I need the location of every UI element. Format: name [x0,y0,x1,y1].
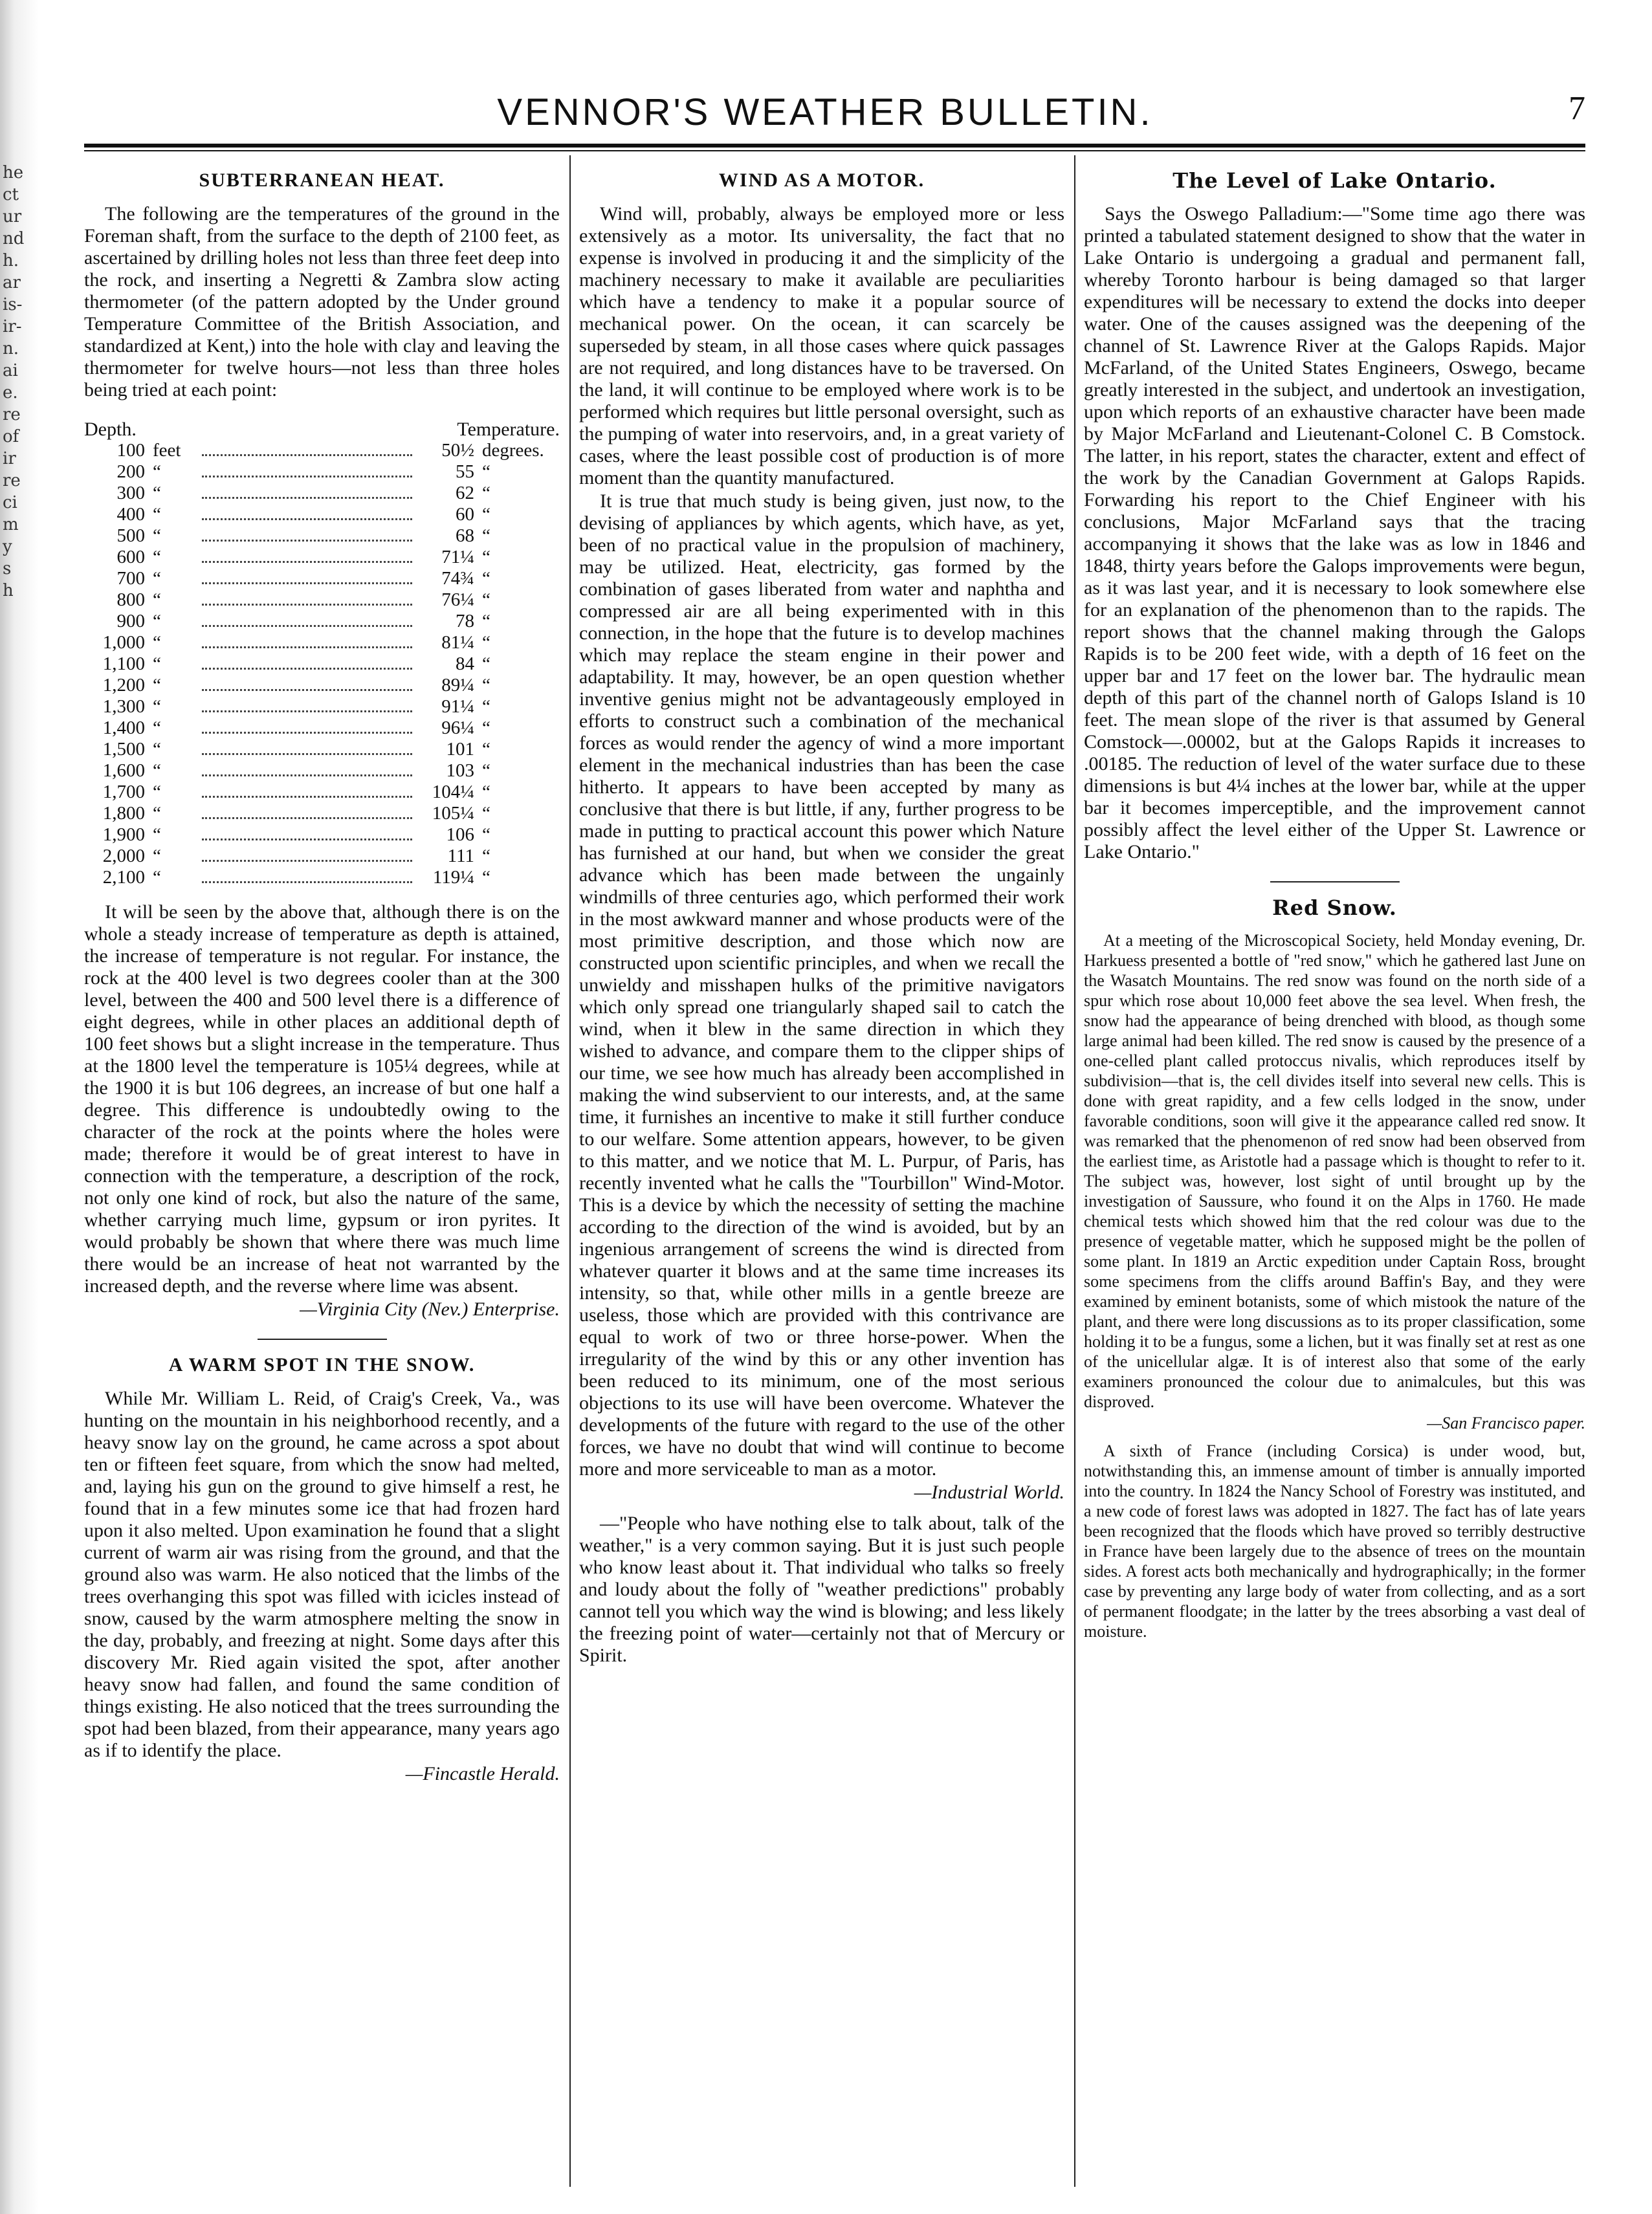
depth-unit: “ [153,461,161,482]
degree-unit: “ [482,504,490,525]
margin-fragment: is- [3,295,23,314]
temperature-row [84,632,560,653]
headline-warm-spot: A WARM SPOT IN THE SNOW. [168,1354,476,1376]
temperature-value: 78 [456,611,474,631]
degree-unit: “ [482,739,490,760]
depth-unit: “ [153,803,161,824]
margin-fragment: ct [3,185,19,204]
leader-dots [202,540,412,542]
temperature-row [84,547,560,568]
depth-unit: “ [153,483,161,503]
leader-dots [202,732,412,734]
leader-dots [202,476,412,477]
temperature-row [84,611,560,632]
headline-wind-motor: WIND AS A MOTOR. [718,170,925,191]
temperature-value: 103 [446,760,474,781]
temperature-value: 76¼ [441,589,474,610]
margin-fragment: h. [3,251,19,270]
temperature-row [84,867,560,888]
temperature-row [84,846,560,867]
column-2 [579,162,1064,2193]
article-body: Says the Oswego Palladium:—"Some time ago there was printed a tabulated statement designed to show that the water in Lake Ontario is undergoing a gradual and permanent fall, whereby Toronto harbour is being damaged so that larger expenditures will be necessary to extend the docks into deeper water. One of the causes assigned was the deepening of the channel of St. Lawrence River at the Galops Rapids. Major McFarland, of the United States Engineers, Oswego, became greatly interested in the subject, and undertook an investigation, upon which reports of an exhaustive character have been made by Major McFarland and Lieutenant-Colonel C. B Comstock. The latter, in his report, states the character, extent and effect of the work by the Canadian Government at Galops Rapids. Forwarding his report to the Chief Engineer with his conclusions, Major McFarland says that the tracing accompanying it shows that the lake was as low in 1846 and 1848, thirty years before the Galops improvements were begun, as it was last year, and it is necessary to look somewhere else for an explanation of the phenomenon than to the rapids. The report shows that the channel making through the Galops Rapids is to be 200 feet wide, with a depth of 16 feet on the upper bar and 17 feet on the lower bar. The hydraulic mean depth of this part of the channel north of Galops Island is 10 feet. The mean slope of the river is that assumed by General Comstock—.00002, but at the Galops Rapids it increases to .00185. The reduction of level of the water surface due to these dimensions is but 4¼ inches at the lower bar, while at the upper bar it becomes imperceptible, and the improvement cannot possibly affect the level either of the Upper St. Lawrence or Lake Ontario." [1084,203,1585,862]
temperature-value: 81¼ [441,632,474,653]
depth-unit: “ [153,739,161,760]
temperature-value: 74¾ [441,568,474,589]
depth-unit: “ [153,568,161,589]
margin-fragment: he [3,163,24,182]
depth-value: 400 [116,504,145,525]
bulletin-title: VENNOR'S WEATHER BULLETIN. [497,91,1153,133]
leader-dots [202,689,412,691]
depth-value: 1,800 [102,803,145,824]
depth-value: 1,600 [102,760,145,781]
leader-dots [202,454,412,456]
depth-value: 700 [116,568,145,589]
depth-unit: “ [153,782,161,802]
temperature-value: 96¼ [441,718,474,738]
temperature-row [84,739,560,760]
leader-dots [202,518,412,520]
depth-value: 800 [116,589,145,610]
depth-value: 200 [116,461,145,482]
margin-fragments [3,162,28,602]
temperature-value: 101 [446,739,474,760]
degree-unit: “ [482,760,490,781]
article-paragraph: It is true that much study is being given, just now, to the devising of appliances by which agents, which have, as yet, been of no practical value in the propulsion of machinery, may be utilized. Heat, electricity, gas formed by the combination of gases liberated from water and naphtha and compressed air are all being experimented with in this connection, in the hope that the future is to develop machines which may replace the steam engine in their power and adaptability. It may, however, be an open question whether inventive genius might not be advantageously employed in efforts to construct such a combination of the mechanical forces as would render the agency of wind a more important element in the mechanical industries than has been the case hitherto. It appears to have been accepted by many as conclusive that there is but little, if any, further progress to be made in putting to practical account this power which Nature has furnished at our hand, but when we consider the great advance which has been made between the ungainly windmills of three centuries ago, which performed their work in the most awkward manner and whose products were of the most primitive description, and those which now are constructed upon scientific principles, and when we recall the unwieldy and misshapen hulks of the primitive navigators which only spread one triangularly shaped sail to catch the wind, when it blew in the same direction in which they wished to advance, and compare them to the clipper ships of our time, we see how much has already been accomplished in making the wind subservient to our interests, and, at the same time, it furnishes an incentive to make it still further conduce to our welfare. Some attention appears, however, to be given to this matter, and we notice that M. L. Purpur, of Paris, has recently invented what he calls the "Tourbillon" Wind-Motor. This is a device by which the necessity of setting the machine according to the direction of the wind is avoided, but by an ingenious arrangement of screens the wind is directed from whatever quarter it blows and at the same time increases its intensity, so that, while other mills in a gentle breeze are useless, those which are provided with this contrivance are equal to work of two or three horse-power. When the irregularity of the wind by this or any other invention has been reduced to its minimum, one of the most serious objections to its use will have been overcome. Whatever the developments of the future with regard to the use of the other forces, we have no doubt that wind will continue to become more and more serviceable to man as a motor. [579,490,1064,1480]
margin-fragment: ur [3,207,22,226]
temperature-value: 111 [447,846,474,866]
headline-lake-ontario: The Level of Lake Ontario. [1173,168,1497,193]
margin-fragment: ci [3,493,17,512]
degree-unit: “ [482,632,490,653]
header-rule [84,144,1585,148]
depth-unit: feet [153,440,181,461]
temperature-row [84,483,560,504]
temperature-row [84,504,560,525]
degree-unit: “ [482,718,490,738]
article-paragraph: —"People who have nothing else to talk about, talk of the weather," is a very common saying. But it is just such people who know least about it. That individual who talks so freely and loudy about the folly of "weather predictions" probably cannot tell you which way the wind is blowing; and less likely the freezing point of water—certainly not that of Mercury or Spirit. [579,1513,1064,1666]
degree-unit: “ [482,846,490,866]
margin-fragment: of [3,427,19,446]
headline-red-snow: Red Snow. [1272,895,1397,920]
depth-unit: “ [153,675,161,696]
degree-unit: “ [482,461,490,482]
degree-unit: “ [482,525,490,546]
leader-dots [202,774,412,776]
margin-fragment: m [3,515,19,534]
depth-unit: “ [153,632,161,653]
article-source [84,1299,560,1321]
red-snow-article [1084,930,1585,1641]
margin-fragment: ai [3,361,18,380]
temperature-value: 50½ [441,440,474,461]
degree-unit: “ [482,547,490,567]
page-header [84,84,1585,136]
depth-unit: “ [153,547,161,567]
temperature-value: 104¼ [432,782,474,802]
article-paragraph: Wind will, probably, always be employed more or less extensively as a motor. Its universality, the fact that no expense is involved in producing it and the simplicity of the machinery necessary to make it available are peculiarities which have a tendency to make it a popular source of mechanical power. On the ocean, it can scarcely be superseded by steam, in all those cases where quick passages are not required, and long distances have to be traversed. On the land, it will continue to be employed where work is to be performed which requires but little personal oversight, such as the pumping of water into reservoirs, and, in a great variety of cases, where the least possible cost of production is of more moment than the quantity manufactured. [579,203,1064,488]
leader-dots [202,881,412,883]
depth-header: Depth. [84,419,137,440]
degree-unit: “ [482,653,490,674]
depth-value: 500 [116,525,145,546]
degree-unit: “ [482,867,490,888]
temperature-value: 68 [456,525,474,546]
temperature-row [84,525,560,547]
column-3 [1084,162,1585,2193]
temperature-table [84,419,560,888]
leader-dots [202,497,412,499]
depth-value: 2,000 [102,846,145,866]
depth-unit: “ [153,846,161,866]
depth-unit: “ [153,525,161,546]
temperature-row [84,760,560,782]
degree-unit: “ [482,675,490,696]
degree-unit: “ [482,803,490,824]
margin-fragment: ir- [3,317,22,336]
temperature-row [84,824,560,846]
depth-unit: “ [153,653,161,674]
margin-fragment: e. [3,383,18,402]
depth-unit: “ [153,504,161,525]
page-number: 7 [1569,90,1585,127]
depth-unit: “ [153,696,161,717]
margin-fragment: re [3,471,21,490]
temperature-row [84,696,560,718]
margin-fragment: s [3,559,12,578]
leader-dots [202,561,412,563]
margin-fragment: h [3,581,14,600]
article-source [579,1482,1064,1504]
margin-fragment: re [3,405,21,424]
source-text: —Industrial World. [914,1482,1064,1503]
leader-dots [202,838,412,840]
temperature-row [84,782,560,803]
temperature-value: 55 [456,461,474,482]
article-intro: The following are the temperatures of the ground in the Foreman shaft, from the surface to the depth of 2100 feet, as ascertained by drilling holes not less than three feet deep into the rock, and inserting a Negretti & Zambra slow acting thermometer (of the pattern adopted by the Under ground Temperature Committee of the British Association, and standardized at Kent,) into the hole with clay and leaving the thermometer for twelve hours—not less than three holes being tried at each point: [84,203,560,400]
article-source [84,1763,560,1785]
article-body: At a meeting of the Microscopical Society, held Monday evening, Dr. Harkuess presented a bottle of "red snow," which he gathered last June on the Wasatch Mountains. The red snow was found on the north side of a spur which rose about 10,000 feet above the sea level. When fresh, the snow had the appearance of being drenched with blood, as though some large animal had been killed. The red snow is caused by the presence of a one-celled plant called protoccus nivalis, which reproduces itself by subdivision—that is, the cell divides itself into several new cells. This is done with great rapidity, and a few cells lodged in the snow, under favorable conditions, soon will give it the appearance called red snow. It was remarked that the phenomenon of red snow had been observed from the earliest time, as Aristotle had a passage which is thought to refer to it. The subject was, however, lost sight of until brought up by the investigation of Saussure, who found it on the Alps in 1760. He made chemical tests which showed him that the red colour was due to the presence of vegetable matter, which he supposed might be the pollen of some plant. In 1819 an Arctic expedition under Captain Ross, brought some specimens from the cliffs around Baffin's Bay, and they were examined by eminent botanists, some of which mistook the nature of the plant, and there were long discussions as to its proper classification, some holding it to be a fungus, some a lichen, but it was finally set at rest as one of the unicellular algæ. It is of interest also that some of the early examiners pronounced the colour due to animalcules, but this was disproved. [1084,931,1585,1411]
depth-value: 1,300 [102,696,145,717]
depth-value: 1,100 [102,653,145,674]
margin-fragment: ir [3,449,16,468]
headline-subterranean-heat: SUBTERRANEAN HEAT. [199,170,445,191]
column-divider-1 [569,155,571,2187]
section-separator [1270,881,1400,882]
margin-fragment: ar [3,273,21,292]
temperature-row [84,675,560,696]
degree-unit: “ [482,568,490,589]
leader-dots [202,646,412,648]
temperature-row [84,461,560,483]
article-body: While Mr. William L. Reid, of Craig's Creek, Va., was hunting on the mountain in his neighborhood recently, and a heavy snow lay on the ground, he came across a spot about ten or fifteen feet square, from which the snow had melted, and, laying his gun on the ground to give himself a rest, he found that in a few minutes some ice that had frozen hard upon it also melted. Upon examination he found that a slight current of warm air was rising from the ground, and that the ground also was warm. He also noticed that the limbs of the trees overhanging this spot was filled with icicles instead of snow, caused by the warm atmosphere melting the snow in the day, probably, and freezing at night. Some days after this discovery Mr. Ried again visited the spot, after another heavy snow had fallen, and found the same condition of things existing. He also noticed that the trees surrounding the spot had been blazed, from their appearance, many years ago as if to identify the place. [84,1388,560,1761]
temperature-value: 71¼ [441,547,474,567]
source-text: —San Francisco paper. [1427,1414,1585,1432]
depth-value: 1,400 [102,718,145,738]
temperature-row [84,589,560,611]
margin-fragment: n. [3,339,19,358]
temperature-table-header [84,419,560,440]
temperature-value: 105¼ [432,803,474,824]
column-1 [84,162,560,2193]
margin-fragment: y [3,537,12,556]
temperature-value: 62 [456,483,474,503]
depth-value: 2,100 [102,867,145,888]
temperature-value: 89¼ [441,675,474,696]
depth-value: 100 [116,440,145,461]
depth-value: 900 [116,611,145,631]
article-body: A sixth of France (including Corsica) is under wood, but, notwithstanding this, an immense amount of timber is annually imported into the country. In 1824 the Nancy School of Forestry was instituted, and a new code of forest laws was adopted in 1827. The fact has of late years been recognized that the floods which have proved so terribly destructive in France have been largely due to the absence of trees on the mountain sides. A forest acts both mechanically and hydrographically; in the former case by preventing any large body of water from collecting, and as a sort of permanent floodgate; in the latter by the trees absorbing a vast deal of moisture. [1084,1441,1585,1641]
source-text: —Fincastle Herald. [405,1763,560,1784]
depth-value: 1,200 [102,675,145,696]
margin-fragment: nd [3,229,25,248]
source-text: —Virginia City (Nev.) Enterprise. [300,1299,560,1320]
article-source [1084,1413,1585,1433]
leader-dots [202,604,412,606]
leader-dots [202,668,412,670]
leader-dots [202,582,412,584]
depth-unit: “ [153,824,161,845]
column-divider-2 [1074,155,1075,2187]
section-separator [258,1339,387,1340]
article-body: It will be seen by the above that, although there is on the whole a steady increase of temperature as depth is attained, the increase of temperature is not regular. For instance, the rock at the 400 level is two degrees cooler than at the 300 level, between the 400 and 500 level there is a difference of eight degrees, while in other places an additional depth of 100 feet shows but a slight increase in the temperature. Thus at the 1800 level the temperature is 105¼ degrees, while at the 1900 it is but 106 degrees, an increase of but one half a degree. This difference is undoubtedly owing to the character of the rock at the points where the holes were made; therefore it would be of great interest to have in connection with the temperature, a description of the rock, not only one kind of rock, but also the nature of the same, whether carrying much lime, gypsum or iron pyrites. It would probably be shown that where there was much lime there would be an increase of heat not warranted by the increased depth, and the reverse where lime was absent. [84,901,560,1297]
leader-dots [202,860,412,862]
depth-value: 1,900 [102,824,145,845]
degree-unit: degrees. [482,440,544,461]
degree-unit: “ [482,782,490,802]
depth-unit: “ [153,867,161,888]
depth-unit: “ [153,611,161,631]
depth-value: 1,500 [102,739,145,760]
temperature-row [84,718,560,739]
degree-unit: “ [482,611,490,631]
temperature-value: 84 [456,653,474,674]
temperature-row [84,568,560,589]
depth-value: 1,700 [102,782,145,802]
leader-dots [202,796,412,798]
temperature-row [84,653,560,675]
depth-unit: “ [153,589,161,610]
leader-dots [202,710,412,712]
degree-unit: “ [482,824,490,845]
depth-value: 600 [116,547,145,567]
temperature-rows [84,440,560,888]
temperature-value: 119¼ [432,867,474,888]
degree-unit: “ [482,589,490,610]
header-rule-thin [84,150,1585,151]
temperature-header: Temperature. [457,419,560,440]
depth-unit: “ [153,760,161,781]
leader-dots [202,625,412,627]
temperature-row [84,440,560,461]
temperature-value: 106 [446,824,474,845]
depth-value: 1,000 [102,632,145,653]
leader-dots [202,817,412,819]
leader-dots [202,753,412,755]
degree-unit: “ [482,696,490,717]
temperature-value: 91¼ [441,696,474,717]
depth-unit: “ [153,718,161,738]
temperature-row [84,803,560,824]
depth-value: 300 [116,483,145,503]
degree-unit: “ [482,483,490,503]
temperature-value: 60 [456,504,474,525]
